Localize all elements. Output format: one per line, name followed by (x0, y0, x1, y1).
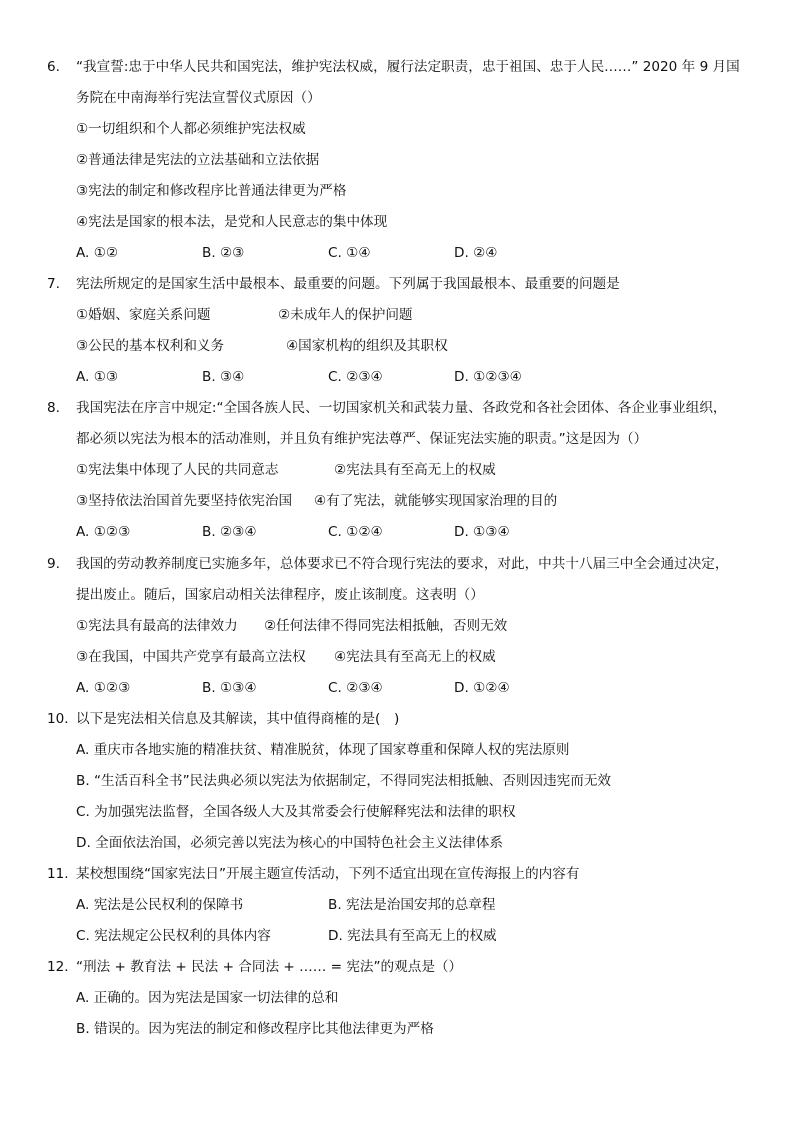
question-stem-line: “刑法 + 教育法 + 民法 + 合同法 + …… = 宪法”的观点是（） (76, 959, 463, 975)
option-b[interactable]: B. 错误的。因为宪法的制定和修改程序比其他法律更为严格 (76, 1021, 434, 1037)
option-d[interactable]: D. ①③④ (454, 524, 510, 540)
option-d[interactable]: D. ①②④ (454, 680, 510, 696)
option-c[interactable]: C. ①④ (328, 245, 371, 261)
question-stem-line: 务院在中南海举行宪法宣誓仪式原因（） (76, 90, 321, 106)
question-number: 8. (47, 400, 60, 416)
question-stem-line: 都必须以宪法为根本的活动准则，并且负有维护宪法尊严、保证宪法实施的职责。”这是因为（） (76, 431, 648, 447)
statement: ②未成年人的保护问题 (278, 307, 413, 323)
statement: ①一切组织和个人都必须维护宪法权威 (76, 121, 306, 137)
question-stem-line: 宪法所规定的是国家生活中最根本、最重要的问题。下列属于我国最根本、最重要的问题是 (76, 276, 620, 292)
statement: ④宪法是国家的根本法，是党和人民意志的集中体现 (76, 214, 388, 230)
question-stem-line: 提出废止。随后，国家启动相关法律程序，废止该制度。这表明（） (76, 587, 484, 603)
option-b[interactable]: B. ②③ (202, 245, 245, 261)
question-number: 10. (47, 711, 69, 727)
option-b[interactable]: B. ①③④ (202, 680, 257, 696)
option-a[interactable]: A. 宪法是公民权利的保障书 (76, 897, 244, 913)
question-number: 9. (47, 556, 60, 572)
option-c[interactable]: C. 为加强宪法监督，全国各级人大及其常委会行使解释宪法和法律的职权 (76, 804, 516, 820)
option-c[interactable]: C. 宪法规定公民权利的具体内容 (76, 928, 271, 944)
statement: ③坚持依法治国首先要坚持依宪治国 (76, 493, 293, 509)
question-number: 7. (47, 276, 60, 292)
option-a[interactable]: A. ①②③ (76, 524, 131, 540)
question-stem-line: 以下是宪法相关信息及其解读，其中值得商榷的是( ) (76, 711, 400, 727)
option-d[interactable]: D. ②④ (454, 245, 498, 261)
option-a[interactable]: A. ①② (76, 245, 119, 261)
option-b[interactable]: B. ②③④ (202, 524, 257, 540)
option-d[interactable]: D. ①②③④ (454, 369, 522, 385)
option-b[interactable]: B. ③④ (202, 369, 245, 385)
statement: ②任何法律不得同宪法相抵触，否则无效 (264, 618, 508, 634)
option-a[interactable]: A. 重庆市各地实施的精准扶贫、精准脱贫，体现了国家尊重和保障人权的宪法原则 (76, 742, 570, 758)
question-stem-line: 某校想围绕“国家宪法日”开展主题宣传活动，下列不适宜出现在宣传海报上的内容有 (76, 866, 580, 882)
statement: ①婚姻、家庭关系问题 (76, 307, 211, 323)
statement: ③在我国，中国共产党享有最高立法权 (76, 649, 306, 665)
statement: ③宪法的制定和修改程序比普通法律更为严格 (76, 183, 347, 199)
statement: ④宪法具有至高无上的权威 (334, 649, 496, 665)
statement: ④有了宪法，就能够实现国家治理的目的 (314, 493, 558, 509)
question-stem-line: 我国的劳动教养制度已实施多年，总体要求已不符合现行宪法的要求，对此，中共十八届三中全会通过决定， (76, 556, 729, 572)
option-d[interactable]: D. 宪法具有至高无上的权威 (328, 928, 497, 944)
question-stem-line: 我国宪法在序言中规定:“全国各族人民、一切国家机关和武装力量、各政党和各社会团体、各企业事业组织， (76, 400, 727, 416)
statement: ②宪法具有至高无上的权威 (334, 462, 496, 478)
option-c[interactable]: C. ②③④ (328, 680, 383, 696)
option-d[interactable]: D. 全面依法治国，必须完善以宪法为核心的中国特色社会主义法律体系 (76, 835, 503, 851)
statement: ①宪法具有最高的法律效力 (76, 618, 238, 634)
option-b[interactable]: B. “生活百科全书”民法典必须以宪法为依据制定，不得同宪法相抵触、否则因违宪而无效 (76, 773, 612, 789)
question-stem-line: “我宣誓:忠于中华人民共和国宪法，维护宪法权威，履行法定职责，忠于祖国、忠于人民……” 2020 年 9 月国 (76, 59, 740, 75)
option-a[interactable]: A. 正确的。因为宪法是国家一切法律的总和 (76, 990, 339, 1006)
option-a[interactable]: A. ①②③ (76, 680, 131, 696)
statement: ④国家机构的组织及其职权 (286, 338, 448, 354)
option-c[interactable]: C. ②③④ (328, 369, 383, 385)
statement: ③公民的基本权利和义务 (76, 338, 225, 354)
question-number: 12. (47, 959, 69, 975)
statement: ①宪法集中体现了人民的共同意志 (76, 462, 279, 478)
option-b[interactable]: B. 宪法是治国安邦的总章程 (328, 897, 496, 913)
question-number: 11. (47, 866, 69, 882)
question-number: 6. (47, 59, 60, 75)
option-c[interactable]: C. ①②④ (328, 524, 383, 540)
option-a[interactable]: A. ①③ (76, 369, 119, 385)
statement: ②普通法律是宪法的立法基础和立法依据 (76, 152, 320, 168)
